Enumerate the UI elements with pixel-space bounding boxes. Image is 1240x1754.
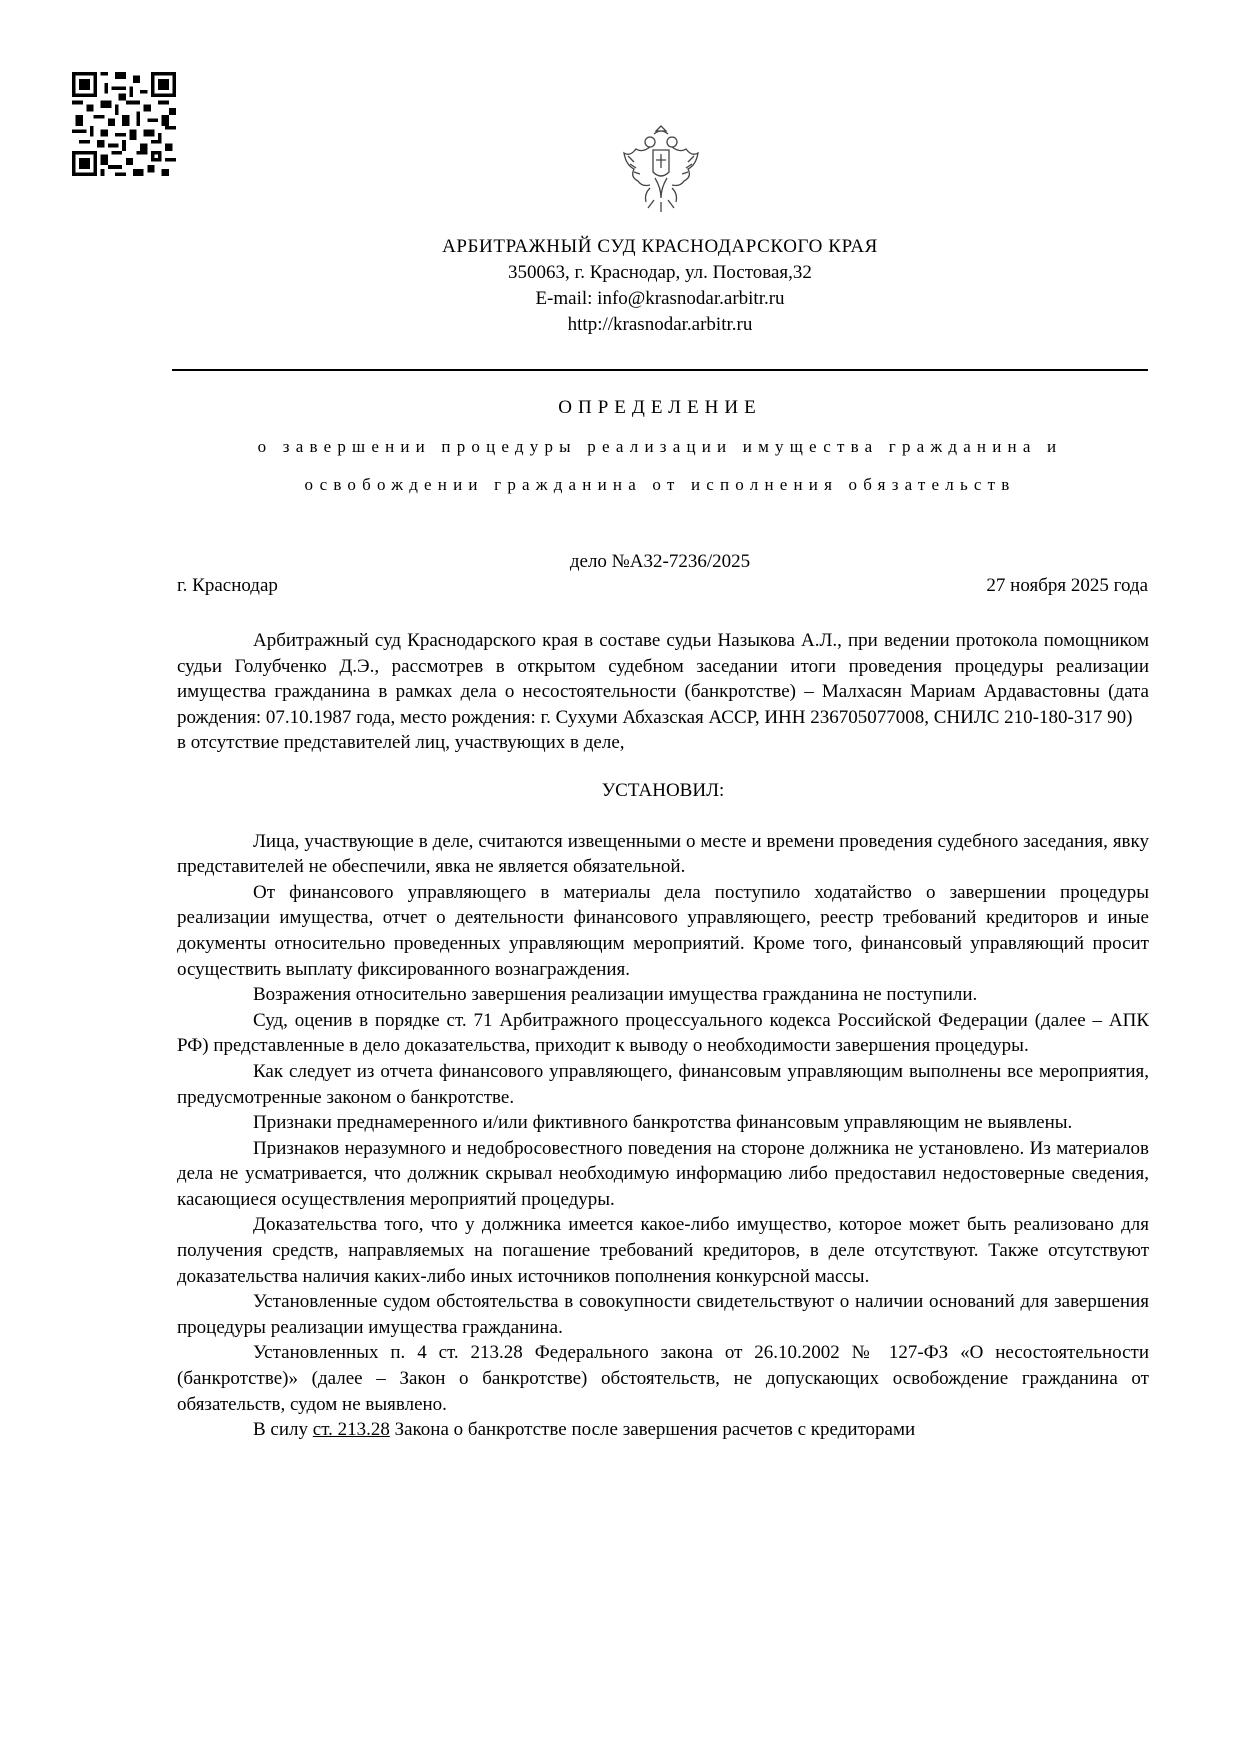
body-paragraph: Возражения относительно завершения реализации имущества гражданина не поступили. [253, 984, 978, 1006]
intro-paragraph: Арбитражный суд Краснодарского края в составе судьи Назыкова А.Л., при ведении протокола помощником судьи Голубченко Д.Э., рассмотрев в открытом судебном заседании итоги проведения процедуры реализации имущества гражданина в рамках дела о несостоятельности (банкротстве) – Малхасян Мариам Ардавастовны (дата рождения: 07.10.1987 года, место рождения: г. Сухуми Абхазская АССР, ИНН 236705077008, СНИЛС 210-180-317 90) [177, 630, 1149, 728]
last-paragraph-rest: Закона о банкротстве после завершения расчетов с кредиторами [389, 1419, 916, 1441]
intro-paragraph-absence: в отсутствие представителей лиц, участвующих в деле, [177, 732, 625, 754]
court-name: АРБИТРАЖНЫЙ СУД КРАСНОДАРСКОГО КРАЯ [442, 236, 878, 257]
body-paragraph: Доказательства того, что у должника имеется какое-либо имущество, которое может быть реализовано для получения средств, направляемых на погашение требований кредиторов, в деле отсутствуют. Также отсутствуют доказательства наличия каких-либо иных источников пополнения конкурсной массы. [177, 1214, 1149, 1287]
document-date: 27 ноября 2025 года [986, 575, 1148, 596]
document-title: ОПРЕДЕЛЕНИЕ [558, 397, 762, 418]
body-paragraph: Признаков неразумного и недобросовестного поведения на стороне должника не установлено. Из материалов дела не усматривается, что должник скрывал необходимую информацию либо предоставил недостоверные сведения, касающиеся осуществления мероприятий процедуры. [177, 1137, 1149, 1210]
last-paragraph-lead: В силу [253, 1419, 313, 1441]
body-paragraph: Суд, оценив в порядке ст. 71 Арбитражного процессуального кодекса Российской Федерации (далее – АПК РФ) представленные в дело доказательства, приходит к выводу о необходимости завершения процедуры. [177, 1009, 1149, 1057]
coat-of-arms-emblem [620, 118, 702, 216]
body-paragraph: Установленные судом обстоятельства в совокупности свидетельствуют о наличии оснований для завершения процедуры реализации имущества гражданина. [177, 1291, 1149, 1338]
body-paragraph: Как следует из отчета финансового управляющего, финансовым управляющим выполнены все мероприятия, предусмотренные законом о банкротстве. [177, 1060, 1149, 1108]
court-address: 350063, г. Краснодар, ул. Постовая,32 [508, 262, 812, 283]
qr-code [72, 72, 176, 176]
court-website: http://krasnodar.arbitr.ru [567, 314, 753, 335]
document-subtitle-line1: о завершении процедуры реализации имущества гражданина и [257, 437, 1063, 456]
document-subtitle-line2: освобождении гражданина от исполнения обязательств [304, 475, 1016, 494]
body-paragraph: Лица, участвующие в деле, считаются извещенными о месте и времени проведения судебного заседания, явку представителей не обеспечили, явка не является обязательной. [177, 830, 1149, 878]
document-place: г. Краснодар [177, 575, 278, 596]
court-email: E-mail: info@krasnodar.arbitr.ru [535, 288, 785, 309]
document-body [177, 628, 1149, 1443]
court-header [0, 234, 1240, 338]
law-article-link[interactable]: ст. 213.28 [312, 1419, 390, 1441]
body-paragraph-last [177, 1417, 1149, 1443]
body-paragraph: Установленных п. 4 ст. 213.28 Федерального закона от 26.10.2002 № 127-ФЗ «О несостоятельности (банкротстве)» (далее – Закон о банкротстве) обстоятельств, не допускающих освобождение гражданина от обязательств, судом не выявлено. [177, 1342, 1149, 1415]
body-paragraph: От финансового управляющего в материалы дела поступило ходатайство о завершении процедуры реализации имущества, отчет о деятельности финансового управляющего, реестр требований кредиторов и иные документы относительно проведенных управляющим мероприятий. Кроме того, финансовый управляющий просит осуществить выплату фиксированного вознаграждения. [177, 881, 1149, 980]
body-paragraph: Признаки преднамеренного и/или фиктивного банкротства финансовым управляющим не выявлены. [253, 1112, 1073, 1134]
section-heading: УСТАНОВИЛ: [601, 779, 725, 801]
case-number: дело №А32-7236/2025 [569, 551, 751, 572]
header-divider [172, 369, 1148, 371]
